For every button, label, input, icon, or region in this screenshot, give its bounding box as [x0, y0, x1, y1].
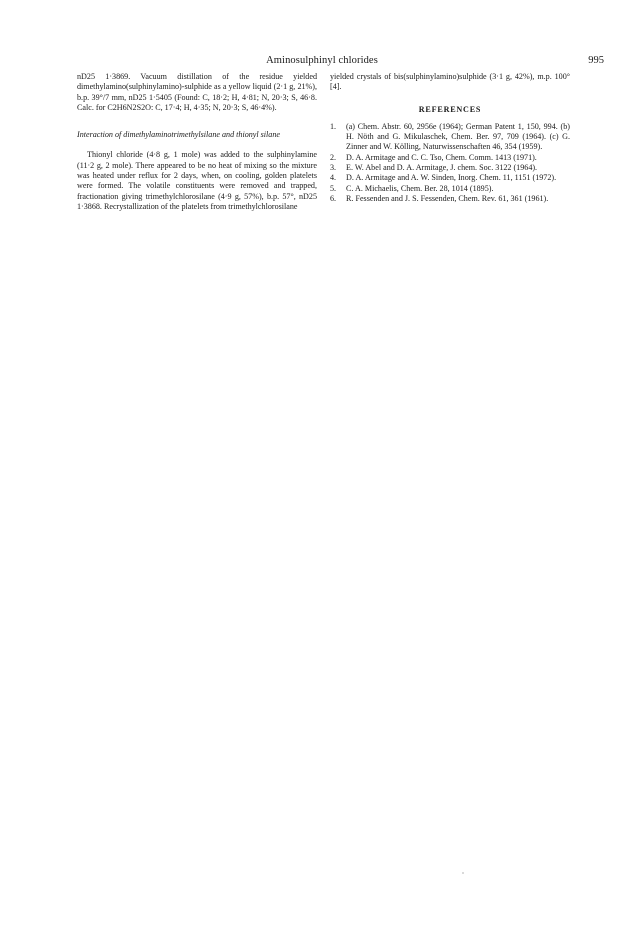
reference-text: E. W. Abel and D. A. Armitage, J. chem. Soc. 3122 (1964). — [346, 163, 538, 173]
body-paragraph-continued: nD25 1·3869. Vacuum distillation of the residue yielded dimethylamino(sulphinylamino)-sulphide as a yellow liquid (2·1 g, 21%), b.p. 39°/7 mm, nD25 1·5405 (Found: C, 18·2; H, 4·81; N, 20·3; S, 46·8. Calc. for C2H6N2S2O: C, 17·4; H, 4·35; N, 20·3; S, 46·4%). — [77, 72, 317, 112]
reference-item — [330, 173, 570, 183]
reference-number: 6. — [330, 193, 337, 203]
reference-text: D. A. Armitage and A. W. Sinden, Inorg. Chem. 11, 1151 (1972). — [346, 173, 557, 183]
reference-text: D. A. Armitage and C. C. Tso, Chem. Comm. 1413 (1971). — [346, 152, 537, 162]
body-paragraph-continued: yielded crystals of bis(sulphinylamino)sulphide (3·1 g, 42%), m.p. 100°[4]. — [330, 72, 570, 92]
body-paragraph: Thionyl chloride (4·8 g, 1 mole) was added to the sulphinylamine (11·2 g, 2 mole). There appeared to be no heat of mixing so the mixture was heated under reflux for 2 days, when, on cooling, golden platelets were formed. The volatile constituents were removed and trapped, fractionation giving trimethylchlorosilane (4·9 g, 57%), b.p. 57°, nD25 1·3868. Recrystallization of the platelets from trimethylchlorosilane — [77, 150, 317, 211]
left-column — [77, 72, 317, 212]
reference-item — [330, 194, 570, 204]
reference-item — [330, 122, 570, 153]
section-heading: Interaction of dimethylaminotrimethylsilane and thionyl silane — [77, 130, 280, 140]
reference-text: (a) Chem. Abstr. 60, 2956e (1964); German Patent 1, 150, 994. (b) H. Nöth and G. Mikulaschek, Chem. Ber. 97, 709 (1964). (c) G. Zinner and W. Kölling, Naturwissenschaften 46, 354 (1959). — [346, 121, 570, 152]
reference-item — [330, 153, 570, 163]
references-heading: REFERENCES — [418, 104, 482, 114]
page-number: 995 — [588, 55, 604, 66]
reference-item — [330, 163, 570, 173]
reference-number: 3. — [330, 163, 337, 173]
right-column — [330, 72, 570, 204]
scan-speck — [462, 872, 464, 874]
reference-text: R. Fessenden and J. S. Fessenden, Chem. Rev. 61, 361 (1961). — [346, 193, 549, 203]
reference-text: C. A. Michaelis, Chem. Ber. 28, 1014 (1895). — [346, 183, 494, 193]
reference-number: 5. — [330, 183, 337, 193]
reference-number: 4. — [330, 173, 337, 183]
reference-number: 2. — [330, 152, 337, 162]
references-list — [330, 122, 570, 204]
running-title: Aminosulphinyl chlorides — [266, 55, 378, 66]
reference-item — [330, 184, 570, 194]
reference-number: 1. — [330, 121, 337, 131]
